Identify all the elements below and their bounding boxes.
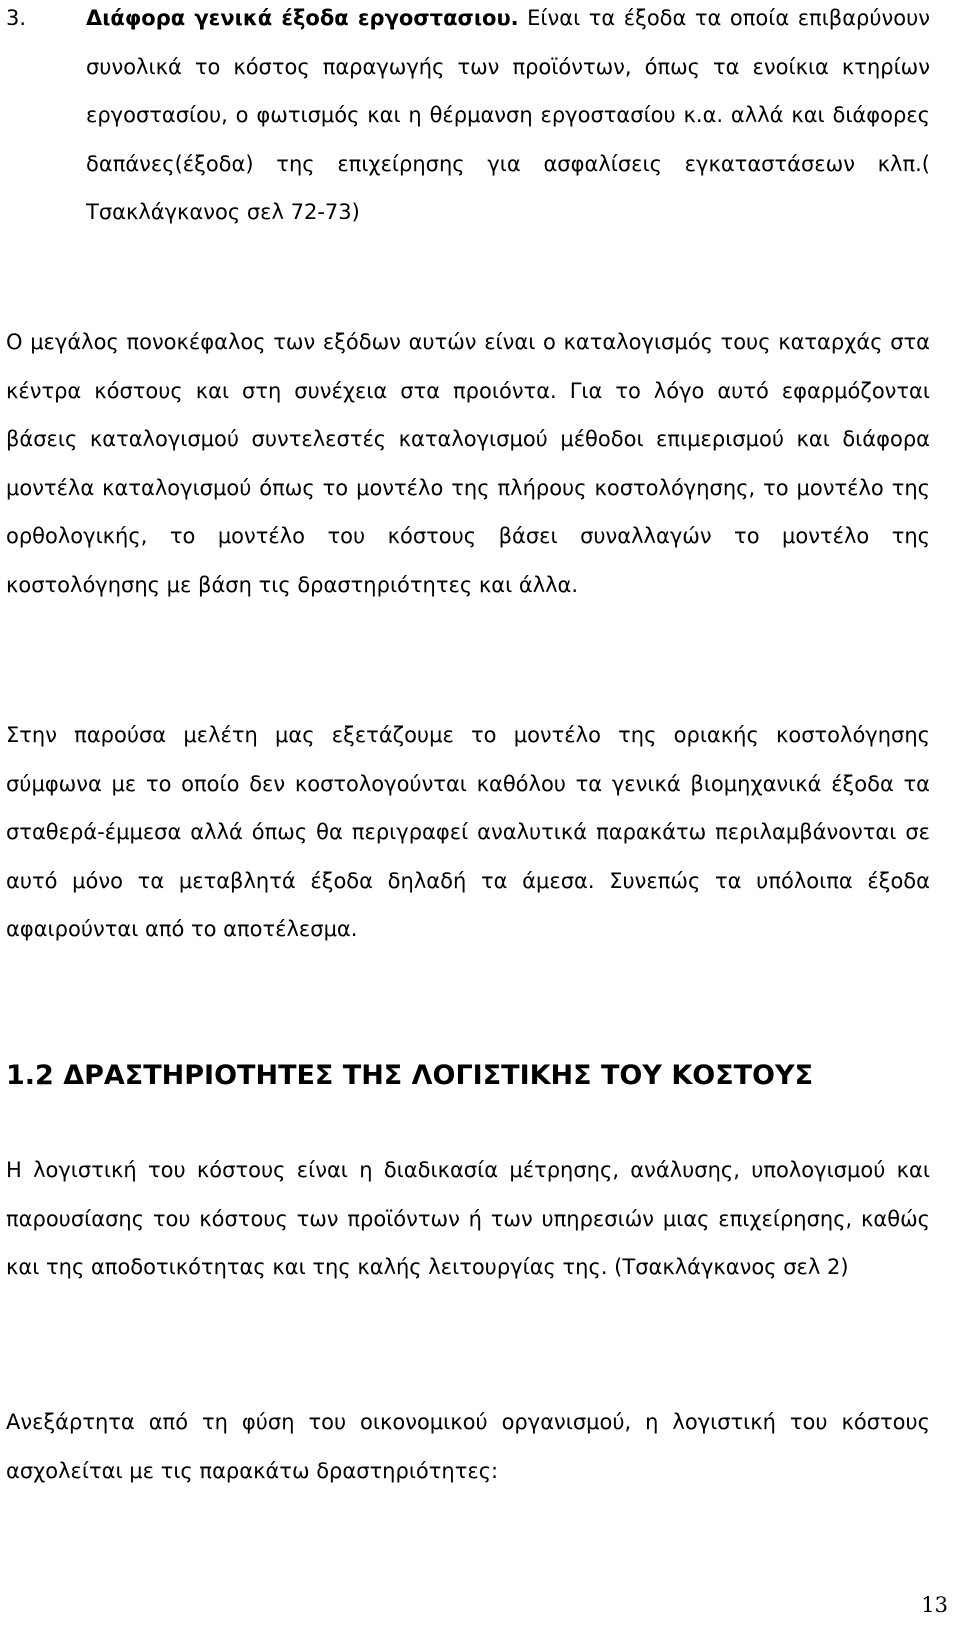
paragraph-cost-accounting-definition: Η λογιστική του κόστους είναι η διαδικασία μέτρησης, ανάλυσης, υπολογισμού και παρουσίασης του κόστους των προϊόντων ή των υπηρεσιών μιας επιχείρησης, καθώς και της αποδοτικότητας και της καλής λειτουργίας της. (Τσακλάγκανος σελ 2) xyxy=(6,1158,930,1280)
page-number: 13 xyxy=(921,1593,948,1617)
section-heading: 1.2 ΔΡΑΣΤΗΡΙΟΤΗΤΕΣ ΤΗΣ ΛΟΓΙΣΤΙΚΗΣ ΤΟΥ ΚΟΣΤΟΥΣ xyxy=(6,1060,814,1091)
list-item-text xyxy=(86,0,930,237)
list-item-lead: Διάφορα γενικά έξοδα εργοστασιου. xyxy=(86,6,519,30)
paragraph-cost-accounting-activities: Ανεξάρτητα από τη φύση του οικονομικού οργανισμού, η λογιστική του κόστους ασχολείται με τις παρακάτω δραστηριότητες: xyxy=(6,1410,930,1483)
list-item-number: 3. xyxy=(6,6,27,30)
paragraph-marginal-costing: Στην παρούσα μελέτη μας εξετάζουμε το μοντέλο της οριακής κοστολόγησης σύμφωνα με το οποίο δεν κοστολογούνται καθόλου τα γενικά βιομηχανικά έξοδα τα σταθερά-έμμεσα αλλά όπως θα περιγραφεί αναλυτικά παρακάτω περιλαμβάνονται σε αυτό μόνο τα μεταβλητά έξοδα δηλαδή τα άμεσα. Συνεπώς τα υπόλοιπα έξοδα αφαιρούνται από το αποτέλεσμα. xyxy=(6,723,930,942)
list-item-body: Είναι τα έξοδα τα οποία επιβαρύνουν συνολικά το κόστος παραγωγής των προϊόντων, όπως τα ενοίκια κτηρίων εργοστασίου, ο φωτισμός και η θέρμανση εργοστασίου κ.α. αλλά και διάφορες δαπάνες(έξοδα) της επιχείρησης για ασφαλίσεις εγκαταστάσεων κλπ.( Τσακλάγκανος σελ 72-73) xyxy=(86,6,930,225)
paragraph-overhead-allocation: Ο μεγάλος πονοκέφαλος των εξόδων αυτών είναι ο καταλογισμός τους καταρχάς στα κέντρα κόστους και στη συνέχεια στα προιόντα. Για το λόγο αυτό εφαρμόζονται βάσεις καταλογισμού συντελεστές καταλογισμού μέθοδοι επιμερισμού και διάφορα μοντέλα καταλογισμού όπως το μοντέλο της πλήρους κοστολόγησης, το μοντέλο της ορθολογικής, το μοντέλο του κόστους βάσει συναλλαγών το μοντέλο της κοστολόγησης με βάση τις δραστηριότητες και άλλα. xyxy=(6,330,930,597)
list-item-3 xyxy=(6,0,930,237)
